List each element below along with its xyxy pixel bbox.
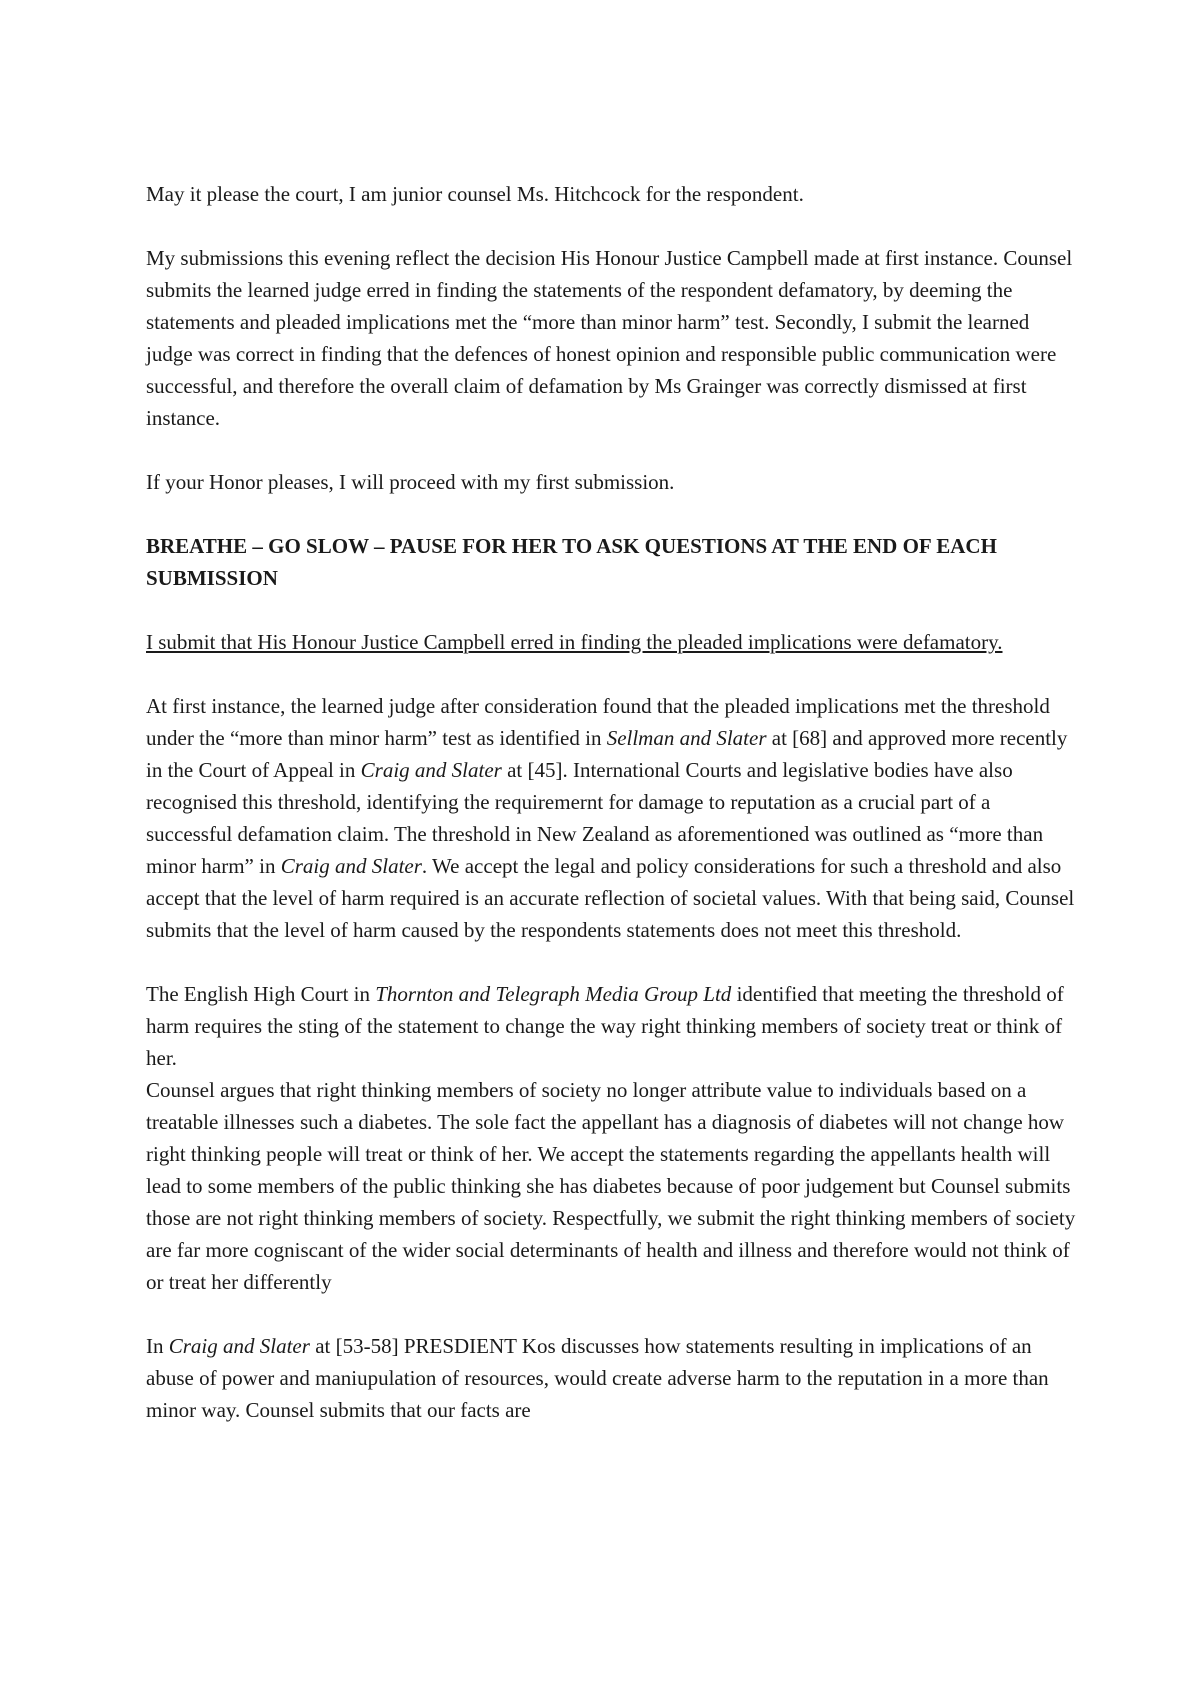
case-citation: Craig and Slater	[280, 854, 422, 878]
case-citation: Craig and Slater	[168, 1334, 310, 1358]
document-page	[146, 178, 1076, 1458]
threshold-text-3: at [45]. International Courts and legislative bodies have also recognised this threshold, identifying the requiremernt for damage to reputation as a crucial part of a successful defamation claim. The threshold in New Zealand as aforementioned was outlined as “more than minor harm” in	[146, 758, 1044, 878]
thornton-text-1: The English High Court in	[146, 982, 376, 1006]
threshold-paragraph	[146, 690, 1076, 946]
diabetes-paragraph: Counsel argues that right thinking members of society no longer attribute value to individuals based on a treatable illnesses such a diabetes. The sole fact the appellant has a diagnosis of diabetes will not change how right thinking people will treat or think of her. We accept the statements regarding the appellants health will lead to some members of the public thinking she has diabetes because of poor judgement but Counsel submits those are not right thinking members of society. Respectfully, we submit the right thinking members of society are far more cogniscant of the wider social determinants of health and illness and therefore would not think of or treat her differently	[146, 1078, 1076, 1294]
case-citation: Sellman and Slater	[606, 726, 767, 750]
craig-text-1: In	[146, 1334, 169, 1358]
submission-heading: I submit that His Honour Justice Campbell erred in finding the pleaded implications were defamatory.	[146, 630, 1003, 654]
case-citation: Craig and Slater	[360, 758, 502, 782]
threshold-text-1: At first instance, the learned judge after consideration found that the pleaded implications met the threshold under the “more than minor harm” test as identified in	[146, 694, 1050, 750]
case-citation: Thornton and Telegraph Media Group Ltd	[375, 982, 732, 1006]
craig-text-2: at [53-58] PRESDIENT Kos discusses how statements resulting in implications of an abuse of power and maniupulation of resources, would create adverse harm to the reputation in a more than minor way. Counsel submits that our facts are	[146, 1334, 1049, 1422]
overview-paragraph: My submissions this evening reflect the decision His Honour Justice Campbell made at first instance. Counsel submits the learned judge erred in finding the statements of the respondent defamatory, by deeming the statements and pleaded implications met the “more than minor harm” test. Secondly, I submit the learned judge was correct in finding that the defences of honest opinion and responsible public communication were successful, and therefore the overall claim of defamation by Ms Grainger was correctly dismissed at first instance.	[146, 246, 1073, 430]
proceed-paragraph: If your Honor pleases, I will proceed with my first submission.	[146, 470, 675, 494]
threshold-text-2: at [68] and approved more recently in the Court of Appeal in	[146, 726, 1068, 782]
thornton-paragraph	[146, 978, 1076, 1074]
threshold-text-4: . We accept the legal and policy considerations for such a threshold and also accept that the level of harm required is an accurate reflection of societal values. With that being said, Counsel submits that the level of harm caused by the respondents statements does not meet this threshold.	[146, 854, 1075, 942]
speaker-note: BREATHE – GO SLOW – PAUSE FOR HER TO ASK QUESTIONS AT THE END OF EACH SUBMISSION	[146, 534, 997, 590]
intro-paragraph: May it please the court, I am junior counsel Ms. Hitchcock for the respondent.	[146, 182, 804, 206]
thornton-text-2: identified that meeting the threshold of harm requires the sting of the statement to change the way right thinking members of society treat or think of her.	[146, 982, 1064, 1070]
craig-paragraph	[146, 1330, 1076, 1426]
